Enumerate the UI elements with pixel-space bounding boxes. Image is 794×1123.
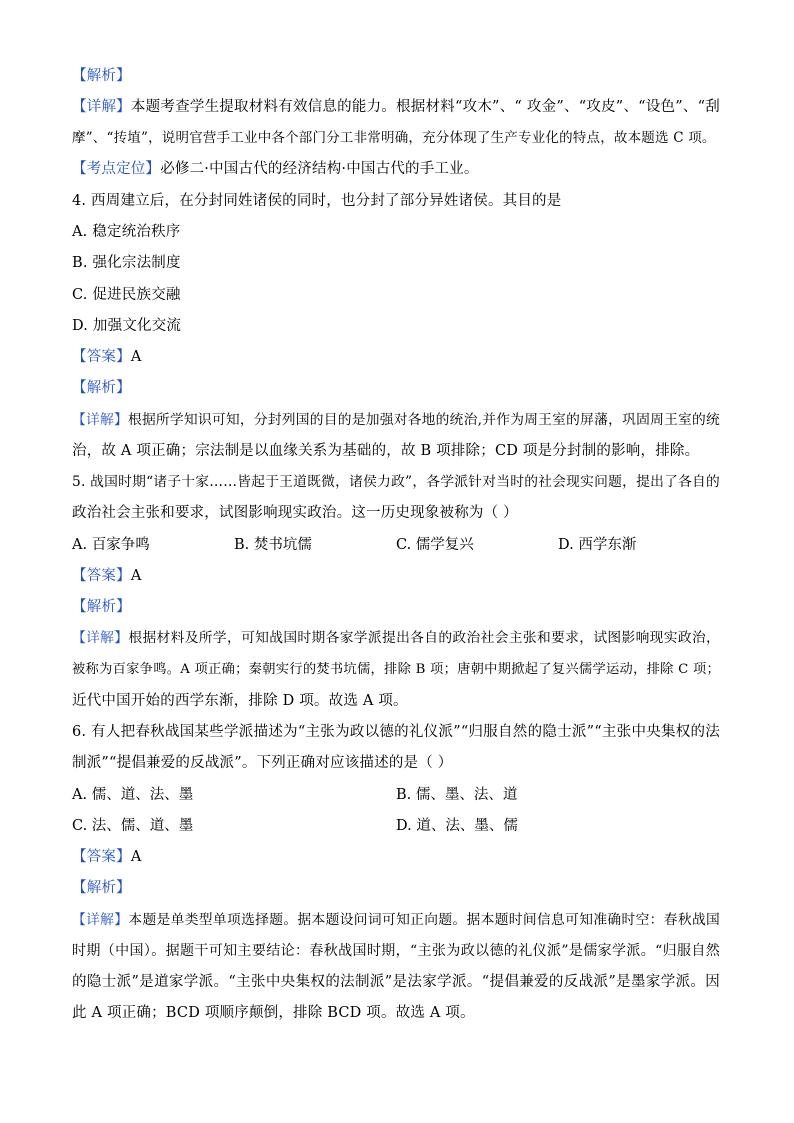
q5-option-a: A. 百家争鸣 bbox=[72, 537, 150, 553]
q5-option-c: C. 儒学复兴 bbox=[396, 537, 474, 553]
keypoint-tag: 【考点定位】 bbox=[72, 161, 161, 177]
q3-detail-line2: 摩”、“抟埴”，说明官营手工业中各个部门分工非常明确，充分体现了生产专业化的特点，故本题选 C 项。 bbox=[72, 130, 716, 146]
q4-answer bbox=[72, 347, 141, 367]
analysis-tag: 【解析】 bbox=[72, 380, 131, 396]
q6-stem-line2: 制派”“提倡兼爱的反战派”。下列正确对应该描述的是（ ） bbox=[72, 755, 453, 771]
answer-tag: 【答案】 bbox=[72, 349, 131, 365]
answer-value: A bbox=[130, 849, 142, 865]
q5-detail-line3: 近代中国开始的西学东渐，排除 D 项。故选 A 项。 bbox=[72, 693, 408, 709]
q6-detail-line4: 此 A 项正确；BCD 项顺序颠倒，排除 BCD 项。故选 A 项。 bbox=[72, 1005, 475, 1021]
q4-detail-line2: 治，故 A 项正确；宗法制是以血缘关系为基础的，故 B 项排除；CD 项是分封制的影响，排除。 bbox=[72, 443, 700, 459]
q5-detail-text1: 根据材料及所学，可知战国时期各家学派提出各自的政治社会主张和要求，试图影响现实政治， bbox=[128, 630, 720, 646]
q5-detail-line1 bbox=[72, 628, 720, 648]
detail-tag: 【详解】 bbox=[72, 630, 129, 646]
analysis-tag: 【解析】 bbox=[72, 68, 131, 84]
q6-answer bbox=[72, 847, 141, 867]
q4-stem: 4. 西周建立后，在分封同姓诸侯的同时，也分封了部分异姓诸侯。其目的是 bbox=[72, 193, 562, 209]
answer-tag: 【答案】 bbox=[72, 849, 131, 865]
q5-option-b: B. 焚书坑儒 bbox=[234, 537, 312, 553]
q6-detail-text1: 本题是单类型单项选择题。据本题设问词可知正向题。据本题时间信息可知准确时空：春秋战国 bbox=[128, 912, 720, 928]
q5-stem-line1: 5. 战国时期“诸子十家……皆起于王道既微，诸侯力政”，各学派针对当时的社会现实问题，提出了各自的 bbox=[72, 474, 720, 490]
q3-detail-text1: 本题考查学生提取材料有效信息的能力。根据材料“攻木”、“ 攻金”、“攻皮”、“设色”、“刮 bbox=[130, 99, 720, 115]
q6-option-a: A. 儒、道、法、墨 bbox=[72, 787, 194, 803]
q6-option-d: D. 道、法、墨、儒 bbox=[396, 818, 518, 834]
q5-answer bbox=[72, 566, 141, 586]
q4-option-a: A. 稳定统治秩序 bbox=[72, 224, 181, 240]
detail-tag: 【详解】 bbox=[72, 912, 129, 928]
q6-option-b: B. 儒、墨、法、道 bbox=[396, 787, 518, 803]
q5-option-d: D. 西学东渐 bbox=[558, 537, 637, 553]
q4-option-c: C. 促进民族交融 bbox=[72, 287, 181, 303]
q6-detail-line1 bbox=[72, 910, 720, 930]
answer-value: A bbox=[130, 568, 142, 584]
q6-option-c: C. 法、儒、道、墨 bbox=[72, 818, 194, 834]
keypoint-text: 必修二·中国古代的经济结构·中国古代的手工业。 bbox=[160, 161, 479, 177]
answer-tag: 【答案】 bbox=[72, 568, 131, 584]
detail-tag: 【详解】 bbox=[72, 412, 128, 428]
q5-detail-line2: 被称为百家争鸣。A 项正确；秦朝实行的焚书坑儒，排除 B 项；唐朝中期掀起了复兴儒学运动，排除 C 项； bbox=[72, 662, 720, 677]
q5-stem-line2: 政治社会主张和要求，试图影响现实政治。这一历史现象被称为（ ） bbox=[72, 505, 518, 521]
analysis-tag: 【解析】 bbox=[72, 880, 131, 896]
q4-detail-line1 bbox=[72, 410, 720, 430]
q3-keypoint bbox=[72, 159, 479, 179]
q4-option-d: D. 加强文化交流 bbox=[72, 318, 182, 334]
detail-tag: 【详解】 bbox=[72, 99, 131, 115]
q6-stem-line1: 6. 有人把春秋战国某些学派描述为“主张为政以德的礼仪派”“归服自然的隐士派”“主张中央集权的法 bbox=[72, 724, 720, 740]
q4-detail-text1: 根据所学知识可知，分封列国的目的是加强对各地的统治,并作为周王室的屏藩，巩固周王室的统 bbox=[127, 412, 720, 428]
analysis-tag: 【解析】 bbox=[72, 599, 131, 615]
q4-option-b: B. 强化宗法制度 bbox=[72, 255, 181, 271]
q3-detail-line1 bbox=[72, 97, 720, 117]
q6-detail-line3: 的隐士派”是道家学派。“主张中央集权的法制派”是法家学派。“提倡兼爱的反战派”是墨家学派。因 bbox=[72, 974, 720, 990]
answer-value: A bbox=[130, 349, 142, 365]
q6-detail-line2: 时期（中国）。据题干可知主要结论：春秋战国时期，“主张为政以德的礼仪派”是儒家学派。“归服自然 bbox=[72, 943, 720, 959]
